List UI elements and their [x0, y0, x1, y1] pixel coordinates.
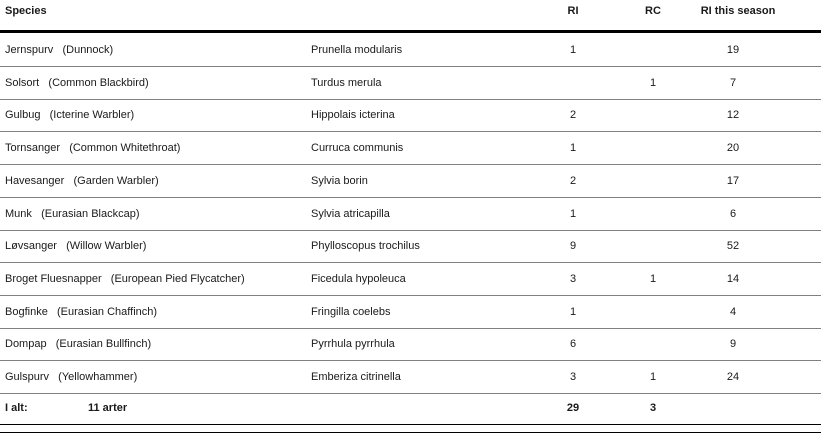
- common-name: Gulspurv (Yellowhammer): [5, 371, 138, 383]
- common-name: Dompap (Eurasian Bullfinch): [5, 338, 152, 351]
- ri-value: 1: [569, 207, 577, 220]
- table-row: [0, 165, 821, 198]
- ri-season-value: 4: [729, 305, 737, 318]
- common-name: Tornsanger (Common Whitethroat): [5, 142, 181, 155]
- ri-value: 1: [569, 142, 577, 155]
- rc-value: 1: [649, 76, 657, 89]
- latin-name: Sylvia borin: [311, 174, 368, 187]
- ri-value: 6: [569, 338, 577, 351]
- table-row: [0, 198, 821, 231]
- ri-season-value: 19: [726, 44, 740, 56]
- ri-value: 3: [569, 371, 577, 383]
- total-divider-bottom: [0, 432, 821, 433]
- header-ri-season: RI this season: [700, 5, 776, 17]
- ri-season-value: 24: [726, 371, 740, 383]
- table-header: [0, 0, 821, 30]
- total-label: I alt:: [5, 402, 28, 414]
- total-ri-value: 29: [566, 402, 580, 414]
- common-name: Bogfinke (Eurasian Chaffinch): [5, 305, 158, 318]
- common-name: Løvsanger (Willow Warbler): [5, 240, 147, 253]
- latin-name: Prunella modularis: [311, 44, 403, 56]
- ri-season-value: 52: [726, 240, 740, 253]
- ri-value: 1: [569, 305, 577, 318]
- latin-name: Turdus merula: [311, 76, 382, 89]
- ri-season-value: 20: [726, 142, 740, 155]
- table-row: [0, 296, 821, 329]
- rc-value: 1: [649, 272, 657, 285]
- table-row: [0, 230, 821, 263]
- latin-name: Hippolais icterina: [311, 109, 395, 122]
- ri-season-value: 6: [729, 207, 737, 220]
- total-row: [0, 393, 821, 424]
- table-row: [0, 67, 821, 100]
- common-name: Munk (Eurasian Blackcap): [5, 207, 140, 220]
- table-row: [0, 263, 821, 296]
- latin-name: Curruca communis: [311, 142, 404, 155]
- ri-value: 9: [569, 240, 577, 253]
- ri-season-value: 12: [726, 109, 740, 122]
- ri-season-value: 7: [729, 76, 737, 89]
- table-row: [0, 34, 821, 67]
- latin-name: Fringilla coelebs: [311, 305, 391, 318]
- latin-name: Phylloscopus trochilus: [311, 240, 420, 253]
- table-row: [0, 132, 821, 165]
- total-rc-value: 3: [649, 402, 657, 414]
- table-row: [0, 99, 821, 132]
- ri-value: 2: [569, 109, 577, 122]
- header-divider: [0, 30, 821, 33]
- rc-value: 1: [649, 371, 657, 383]
- ri-season-value: 9: [729, 338, 737, 351]
- common-name: Solsort (Common Blackbird): [5, 76, 149, 89]
- table-row: [0, 361, 821, 394]
- header-species: Species: [5, 5, 47, 17]
- total-divider-top: [0, 424, 821, 425]
- latin-name: Sylvia atricapilla: [311, 207, 390, 220]
- common-name: Gulbug (Icterine Warbler): [5, 109, 135, 122]
- ri-value: 1: [569, 44, 577, 56]
- header-rc: RC: [645, 5, 661, 17]
- common-name: Jernspurv (Dunnock): [5, 44, 114, 56]
- header-ri: RI: [567, 5, 579, 17]
- table-row: [0, 328, 821, 361]
- total-species-count: 11 arter: [88, 402, 128, 414]
- ri-value: 3: [569, 272, 577, 285]
- ri-season-value: 17: [726, 174, 740, 187]
- latin-name: Emberiza citrinella: [311, 371, 401, 383]
- ri-value: 2: [569, 174, 577, 187]
- latin-name: Ficedula hypoleuca: [311, 272, 406, 285]
- ri-season-value: 14: [726, 272, 740, 285]
- common-name: Havesanger (Garden Warbler): [5, 174, 159, 187]
- common-name: Broget Fluesnapper (European Pied Flycatcher): [5, 272, 245, 285]
- latin-name: Pyrrhula pyrrhula: [311, 338, 395, 351]
